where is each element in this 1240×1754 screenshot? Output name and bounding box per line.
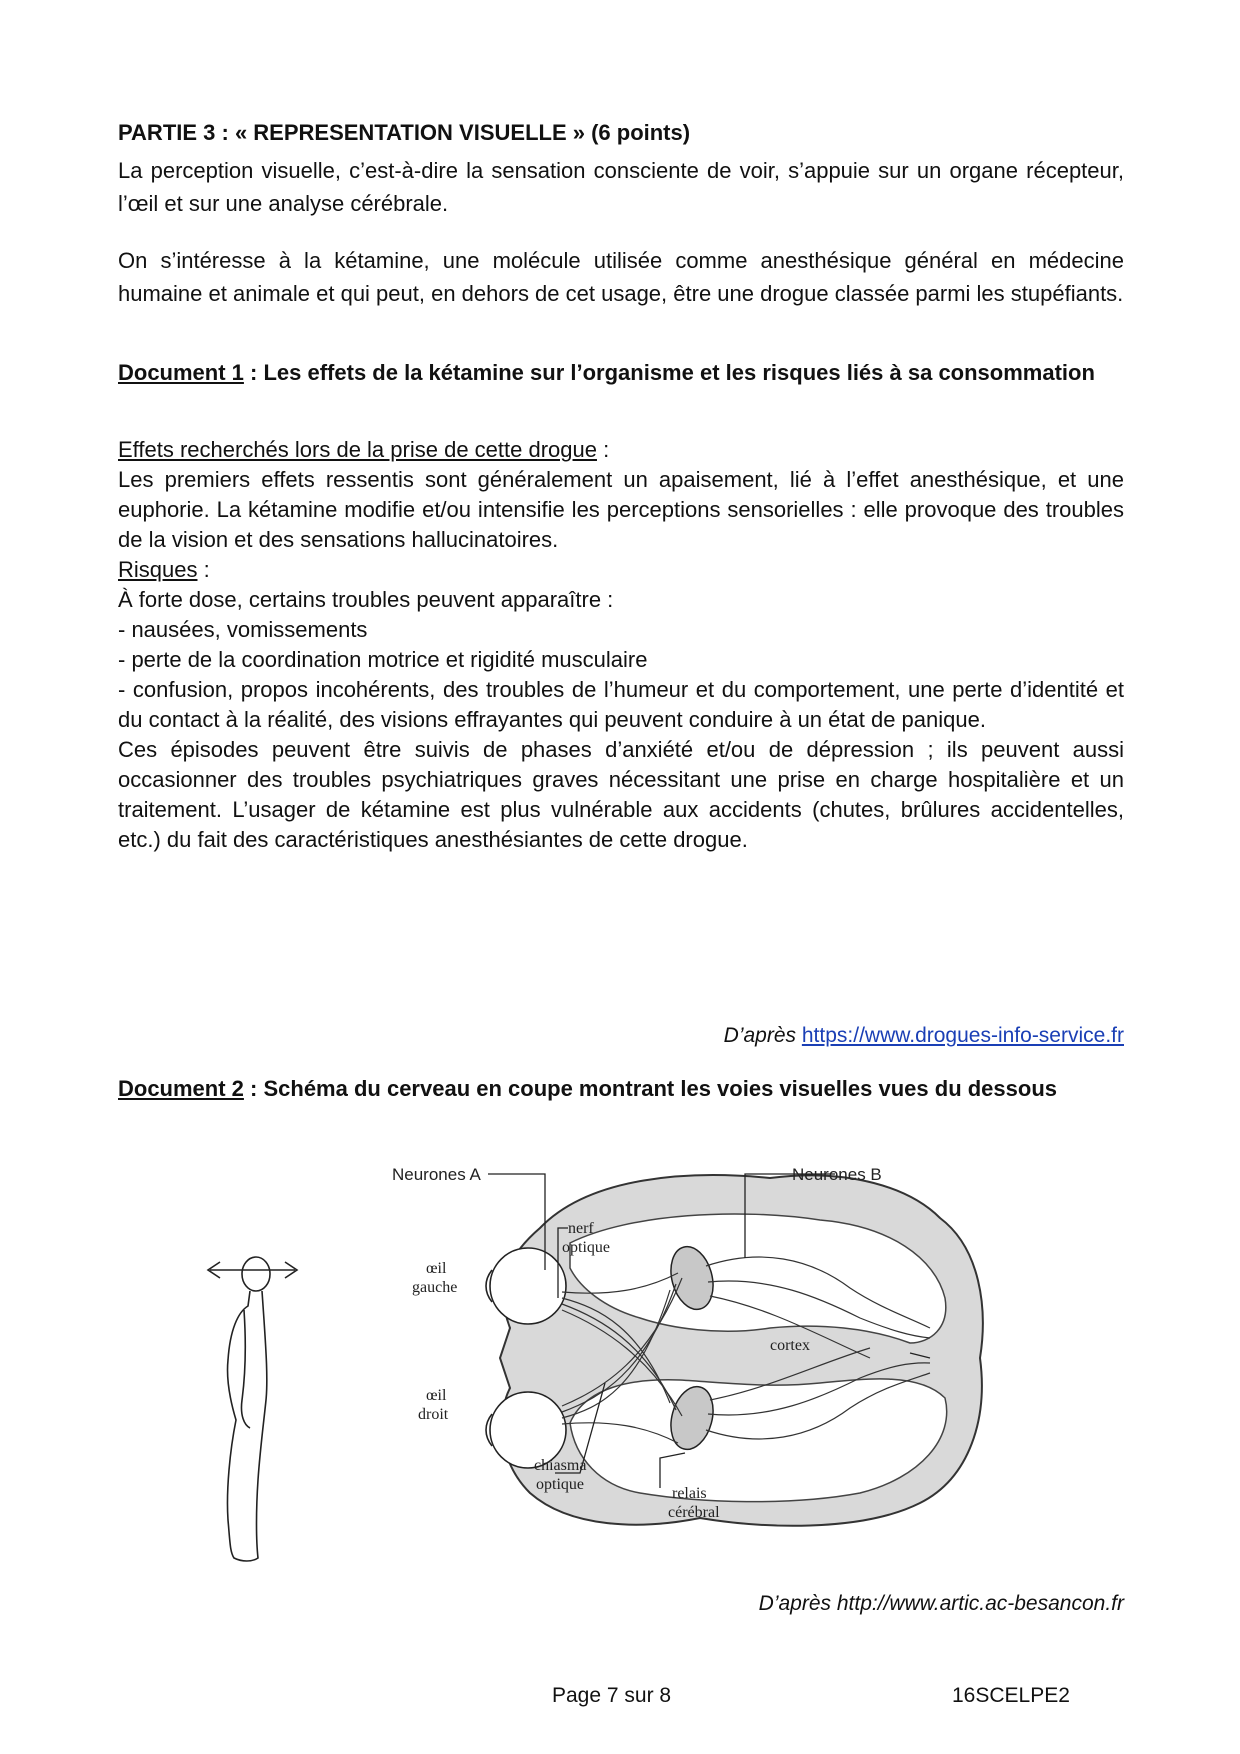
doc1-heading	[118, 359, 1124, 386]
doc1-body	[118, 435, 1124, 855]
doc2-source: D’après http://www.artic.ac-besancon.fr	[758, 1592, 1124, 1615]
effects-colon: :	[596, 437, 610, 462]
risks-after: Ces épisodes peuvent être suivis de phases d’anxiété et/ou de dépression ; ils peuvent aussi occasionner des troubles psychiatriques graves nécessitant une prise en charge hospitalière et un traitement. L’usager de kétamine est plus vulnérable aux accidents (chutes, brûlures accidentelles, etc.) du fait des caractéristiques anesthésiantes de cette drogue.	[118, 737, 1124, 852]
doc1-source-prefix: D’après	[723, 1024, 802, 1047]
lower-hemisphere-inner	[570, 1379, 947, 1502]
label-neurones-b: Neurones B	[792, 1165, 882, 1184]
document-code: 16SCELPE2	[952, 1684, 1070, 1707]
label-gauche: gauche	[412, 1279, 458, 1296]
brain-diagram	[392, 1158, 1020, 1550]
human-figure	[200, 1250, 310, 1570]
label-oeil-gauche-1: œil	[426, 1260, 447, 1277]
risks-heading: Risques	[118, 557, 198, 582]
risks-colon: :	[197, 557, 210, 582]
effects-heading: Effets recherchés lors de la prise de cette drogue	[118, 437, 597, 462]
risks-intro: À forte dose, certains troubles peuvent apparaître :	[118, 587, 614, 612]
label-oeil-droit-1: œil	[426, 1387, 447, 1404]
doc1-title: : Les effets de la kétamine sur l’organisme et les risques liés à sa consommation	[243, 360, 1095, 385]
intro-paragraph-1: La perception visuelle, c’est-à-dire la sensation consciente de voir, s’appuie sur un organe récepteur, l’œil et sur une analyse cérébrale.	[118, 158, 1124, 216]
doc2-label: Document 2	[118, 1076, 244, 1101]
label-nerf: nerf	[568, 1220, 594, 1237]
label-droit: droit	[418, 1406, 449, 1423]
risk-item: - perte de la coordination motrice et rigidité musculaire	[118, 647, 648, 672]
label-neurones-a: Neurones A	[392, 1165, 481, 1184]
risk-item: - confusion, propos incohérents, des troubles de l’humeur et du comportement, une perte d’identité et du contact à la réalité, des visions effrayantes qui peuvent conduire à un état de panique.	[118, 677, 1124, 732]
label-cerebral: cérébral	[668, 1504, 720, 1521]
label-cortex: cortex	[770, 1337, 810, 1354]
doc2-title: : Schéma du cerveau en coupe montrant les voies visuelles vues du dessous	[243, 1076, 1057, 1101]
label-optique: optique	[562, 1239, 610, 1256]
doc1-source-link[interactable]: https://www.drogues-info-service.fr	[801, 1024, 1124, 1047]
label-optique-2: optique	[536, 1476, 584, 1493]
section-title: PARTIE 3 : « REPRESENTATION VISUELLE » (6 points)	[118, 120, 691, 145]
page-number: Page 7 sur 8	[552, 1684, 672, 1707]
left-eye	[490, 1248, 566, 1324]
label-chiasma: chiasma	[534, 1457, 587, 1474]
risk-item: - nausées, vomissements	[118, 617, 368, 642]
effects-heading-line	[118, 435, 1124, 465]
risks-heading-line	[118, 555, 1124, 585]
effects-text: Les premiers effets ressentis sont généralement un apaisement, lié à l’effet anesthésique, et une euphorie. La kétamine modifie et/ou intensifie les perceptions sensorielles : elle provoque des troubles de la vision et des sensations hallucinatoires.	[118, 467, 1124, 552]
doc1-source	[724, 1024, 1124, 1048]
head	[242, 1257, 270, 1291]
intro-paragraph-2: On s’intéresse à la kétamine, une molécule utilisée comme anesthésique général en médecine humaine et animale et qui peut, en dehors de cet usage, être une drogue classée parmi les stupéfiants.	[118, 248, 1124, 306]
doc1-label: Document 1	[118, 360, 244, 385]
doc2-heading	[118, 1075, 1124, 1102]
label-relais: relais	[672, 1485, 707, 1502]
arm-outline	[241, 1310, 250, 1428]
